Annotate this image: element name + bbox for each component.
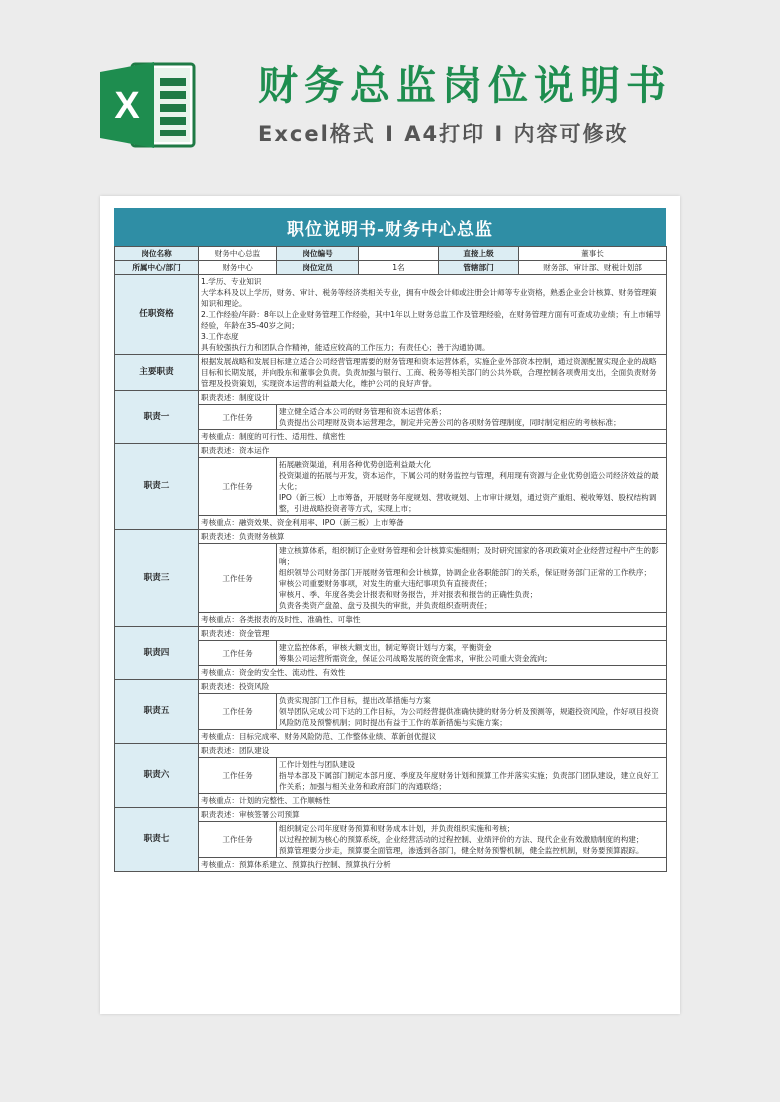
duty-desc-row: [115, 627, 667, 641]
duty-eval: [199, 730, 667, 744]
duty-desc-value: 资本运作: [238, 446, 270, 455]
duty-task-item: 负责实现部门工作目标，提出改革措施与方案: [279, 696, 431, 705]
duty-task-list: [277, 641, 667, 666]
duty-eval-label: 考核重点：: [201, 796, 239, 805]
info-row: [115, 247, 667, 261]
duty-desc-value: 制度设计: [238, 393, 270, 402]
duty-eval: [199, 430, 667, 444]
duty-desc-label: 职责表述：: [201, 810, 239, 819]
info-value: 财务中心: [199, 261, 277, 275]
duty-task-label: 工作任务: [199, 405, 277, 430]
duty-desc-row: [115, 444, 667, 458]
duty-task-item: 组织领导公司财务部门开展财务管理和会计核算，协调企业各职能部门的关系，保证财务部门正常的工作秩序；: [279, 568, 652, 577]
sheet-title: 职位说明书-财务中心总监: [114, 208, 666, 246]
duty-task-list: [277, 694, 667, 730]
duty-name: 职责五: [115, 680, 199, 744]
duty-task-item: 审核月、季、年度各类会计报表和财务报告，并对报表和报告的正确性负责；: [279, 590, 538, 599]
duty-desc-row: [115, 808, 667, 822]
duty-desc-label: 职责表述：: [201, 682, 239, 691]
duty-task-list: [277, 405, 667, 430]
duty-task-item: 建立核算体系，组织制订企业财务管理和会计核算实施细则；及时研究国家的各项政策对企业经营过程中产生的影响；: [279, 546, 659, 566]
duty-eval-value: 资金的安全性、流动性、有效性: [238, 668, 346, 677]
duty-desc: [199, 744, 667, 758]
info-value: [359, 247, 439, 261]
job-description-table: [114, 246, 667, 872]
info-label: 管辖部门: [439, 261, 519, 275]
duty-eval-value: 各类报表的及时性、准确性、可靠性: [238, 615, 361, 624]
duty-eval-value: 预算体系建立、预算执行控制、预算执行分析: [238, 860, 391, 869]
excel-icon-letter: X: [114, 85, 140, 127]
duty-eval-label: 考核重点：: [201, 518, 239, 527]
main-title: 财务总监岗位说明书: [258, 63, 672, 109]
duty-eval: [199, 613, 667, 627]
duty-desc-row: [115, 530, 667, 544]
duty-task-item: 筹集公司运营所需资金，保证公司战略发展的资金需求，审批公司重大资金流向;: [279, 654, 548, 663]
main-duty-text: 根据发展战略和发展目标建立适合公司经营管理需要的财务管理和资本运营体系，实施企业外部资本控制，通过资源配置实现企业的战略目标和长期发展，并向股东和董事会负责。负责加强与银行、工商、税务等相关部门的公共外联，合理控制各项费用支出，全面负责财务管理及投资策划，实现资本运营的利益最大化，维护公司的良好声誉。: [199, 355, 667, 391]
duty-desc-label: 职责表述：: [201, 629, 239, 638]
duty-desc: [199, 680, 667, 694]
duty-name: 职责七: [115, 808, 199, 872]
duty-task-item: 以过程控制为核心的预算系统，企业经营活动的过程控制、业绩评价的方法、现代企业有效激励制度的构建；: [279, 835, 644, 844]
duty-eval-value: 制度的可行性、适用性、缜密性: [238, 432, 346, 441]
duty-eval-value: 融资效果、资金利用率、IPO（新三板）上市筹备: [238, 518, 404, 527]
info-value: 董事长: [519, 247, 667, 261]
duty-eval-label: 考核重点：: [201, 615, 239, 624]
info-label: 岗位编号: [277, 247, 359, 261]
duty-desc-value: 负责财务核算: [238, 532, 285, 541]
duty-task-item: 领导团队完成公司下达的工作目标，为公司经营提供准确快捷的财务分析及预测等，规避投资风险，作好项目投资风险防范及预警机制；同时提出有益于工作的革新措施与实施方案；: [279, 707, 659, 727]
duty-eval: [199, 666, 667, 680]
duty-name: 职责一: [115, 391, 199, 444]
duty-task-item: 组织制定公司年度财务预算和财务成本计划，并负责组织实施和考核；: [279, 824, 515, 833]
duty-task-item: 负责提出公司理财及资本运营理念，制定并完善公司的各项财务管理制度，同时制定相应的考核标准；: [279, 418, 621, 427]
duty-eval-value: 计划的完整性、工作顺畅性: [238, 796, 331, 805]
page-header: [0, 0, 780, 190]
duty-task-label: 工作任务: [199, 758, 277, 794]
duty-desc: [199, 530, 667, 544]
duty-name: 职责四: [115, 627, 199, 680]
duty-desc-value: 投资风险: [238, 682, 270, 691]
info-label: 所属中心/部门: [115, 261, 199, 275]
info-value: 财务部、审计部、财税计划部: [519, 261, 667, 275]
info-value: 财务中心总监: [199, 247, 277, 261]
info-row: [115, 261, 667, 275]
duty-name: 职责六: [115, 744, 199, 808]
qualification-row: [115, 275, 667, 355]
duty-desc-label: 职责表述：: [201, 532, 239, 541]
duty-desc-row: [115, 744, 667, 758]
duty-eval: [199, 516, 667, 530]
duty-task-list: [277, 758, 667, 794]
duty-task-item: 指导本部及下属部门制定本部月度、季度及年度财务计划和预算工作并落实实施；负责部门团队建设，建立良好工作关系；加强与相关业务和政府部门的沟通联络；: [279, 771, 659, 791]
duty-task-item: 负责各类资产盘盈、盘亏及损失的审批，并负责组织查明责任；: [279, 601, 492, 610]
duty-task-label: 工作任务: [199, 458, 277, 516]
qualification-content: [199, 275, 667, 355]
duty-name: 职责三: [115, 530, 199, 627]
duty-task-item: 预算管理要分步走，预算要全面管理，渗透到各部门，健全财务预警机制，健全监控机制，财务要预算跟踪。: [279, 846, 644, 855]
duty-desc-row: [115, 680, 667, 694]
duty-task-label: 工作任务: [199, 641, 277, 666]
duty-eval-label: 考核重点：: [201, 732, 239, 741]
duty-task-item: 投资渠道的拓展与开发，资本运作，下属公司的财务监控与管理，利用现有资源与企业优势创造公司经济效益的最大化；: [279, 471, 659, 491]
duty-desc: [199, 444, 667, 458]
duty-eval: [199, 794, 667, 808]
info-value: 1名: [359, 261, 439, 275]
qualification-line: 大学本科及以上学历，财务、审计、税务等经济类相关专业，拥有中级会计师或注册会计师等专业资格，熟悉企业会计核算、财务管理策知识和理论。: [201, 288, 657, 308]
duty-desc: [199, 808, 667, 822]
info-label: 岗位名称: [115, 247, 199, 261]
duty-name: 职责二: [115, 444, 199, 530]
duty-eval-label: 考核重点：: [201, 668, 239, 677]
duty-task-label: 工作任务: [199, 694, 277, 730]
duty-desc: [199, 391, 667, 405]
duty-desc-value: 团队建设: [238, 746, 270, 755]
sub-title: Excel格式 I A4打印 I 内容可修改: [258, 122, 629, 146]
duty-task-label: 工作任务: [199, 544, 277, 613]
duty-task-list: [277, 458, 667, 516]
duty-task-item: 建立监控体系，审核大额支出，制定筹资计划与方案，平衡资金: [279, 643, 492, 652]
job-description-sheet: [100, 196, 680, 1014]
duty-task-item: 拓展融资渠道，利用各种优势创造利益最大化: [279, 460, 431, 469]
duty-desc-row: [115, 391, 667, 405]
info-label: 直接上级: [439, 247, 519, 261]
duty-task-label: 工作任务: [199, 822, 277, 858]
duty-task-item: 工作计划性与团队建设: [279, 760, 355, 769]
main-duty-label: 主要职责: [115, 355, 199, 391]
duty-task-item: IPO（新三板）上市筹备，开展财务年度规划、营收规划、上市审计规划，通过资产重组、税收筹划、股权结构调整，引进战略投资者等方式，实现上市；: [279, 493, 657, 513]
main-duty-row: [115, 355, 667, 391]
duty-eval-label: 考核重点：: [201, 432, 239, 441]
duty-eval-label: 考核重点：: [201, 860, 239, 869]
duty-task-list: [277, 822, 667, 858]
duty-desc-value: 审核签署公司预算: [238, 810, 300, 819]
qualification-line: 2.工作经验/年龄：8年以上企业财务管理工作经验，其中1年以上财务总监工作及管理经验，在财务管理方面有可查成功业绩；有上市辅导经验，年龄在35-40岁之间；: [201, 310, 661, 330]
duty-task-item: 审核公司重要财务事项，对发生的重大违纪事项负有直接责任；: [279, 579, 492, 588]
duty-desc-value: 资金管理: [238, 629, 270, 638]
duty-task-item: 建立健全适合本公司的财务管理和资本运营体系；: [279, 407, 447, 416]
duty-eval-value: 目标完成率、财务风险防范、工作整体业绩、革新创优提议: [238, 732, 437, 741]
info-label: 岗位定员: [277, 261, 359, 275]
duty-desc-label: 职责表述：: [201, 746, 239, 755]
duty-desc-label: 职责表述：: [201, 393, 239, 402]
qualification-label: 任职资格: [115, 275, 199, 355]
duty-eval: [199, 858, 667, 872]
qualification-line: 1.学历、专业知识: [201, 277, 262, 286]
qualification-line: 3.工作态度: [201, 332, 239, 341]
duty-desc: [199, 627, 667, 641]
duty-task-list: [277, 544, 667, 613]
duty-desc-label: 职责表述：: [201, 446, 239, 455]
excel-icon: [98, 58, 198, 152]
qualification-line: 具有较强执行力和团队合作精神，能适应较高的工作压力；有责任心；善于沟通协调。: [201, 343, 490, 352]
